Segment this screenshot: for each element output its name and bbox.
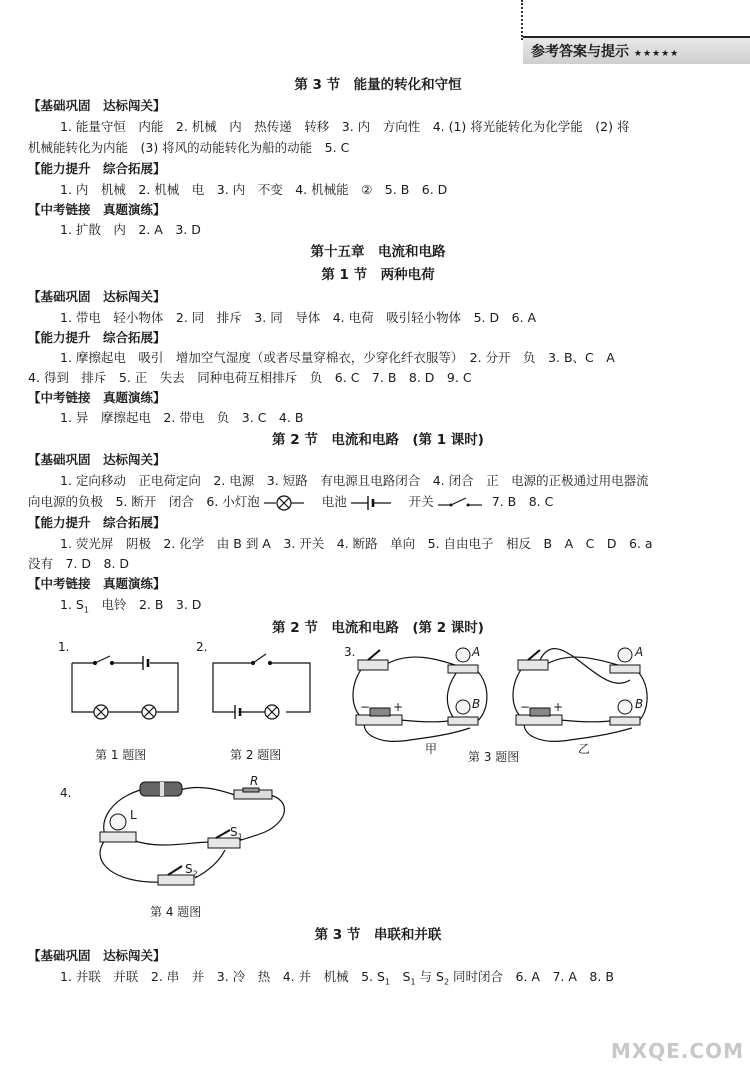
header-stars: ★★★★★ (633, 49, 680, 59)
section-title-circuit-2: 第 2 节 电流和电路 (第 2 课时) (272, 620, 484, 636)
answer-line: 1. 荧光屏 阴极 2. 化学 由 B 到 A 3. 开关 4. 断路 单向 5. 自由电子 相反 B A C D 6. a (60, 536, 653, 551)
label-lamp-b: B (635, 697, 644, 711)
subscript: 2 (192, 869, 198, 879)
answer-line: 1. 内 机械 2. 机械 电 3. 内 不变 4. 机械能 ② 5. B 6. D (60, 182, 448, 197)
figure-3-caption: 第 3 题图 (468, 750, 520, 764)
switch-label: S (185, 862, 193, 876)
subscript: 2 (443, 977, 450, 987)
chapter-title: 第十五章 电流和电路 (310, 244, 446, 260)
answer-line (60, 969, 614, 991)
tag-ability: 【能力提升 综合拓展】 (28, 161, 166, 176)
figure-2-circuit (213, 654, 310, 719)
label-resistor-r: R (250, 774, 259, 788)
tag-basic: 【基础巩固 达标闯关】 (28, 948, 166, 963)
answer-text: 同时闭合 6. A 7. A 8. B (449, 969, 614, 984)
label-switch-s1 (230, 825, 243, 841)
tag-basic: 【基础巩固 达标闯关】 (28, 452, 166, 467)
answer-line: 1. 能量守恒 内能 2. 机械 内 热传递 转移 3. 内 方向性 4. (1) 将光能转化为化学能 (2) 将 (60, 119, 630, 134)
label-lamp-b: B (472, 697, 481, 711)
answer-text: 1. S (60, 597, 84, 612)
answer-line: 1. 带电 轻小物体 2. 同 排斥 3. 同 导体 4. 电荷 吸引轻小物体 5. D 6. A (60, 310, 537, 325)
answer-text: 电铃 2. B 3. D (88, 597, 202, 612)
subscript: 1 (83, 605, 89, 615)
figure-1-circuit (72, 656, 178, 719)
figure-number: 1. (58, 640, 70, 654)
figure-2-caption: 第 2 题图 (230, 748, 282, 762)
label-plus: + (393, 700, 404, 714)
label-minus: − (360, 700, 371, 714)
tag-ability: 【能力提升 综合拓展】 (28, 330, 166, 345)
answer-line: 没有 7. D 8. D (28, 556, 130, 571)
figure-number: 3. (344, 645, 356, 659)
label-lamp-a: A (635, 645, 644, 659)
label-minus: − (520, 700, 531, 714)
figure-number: 4. (60, 786, 72, 800)
answer-text: S (390, 969, 411, 984)
answer-text: 电池 (321, 494, 347, 509)
answer-text: 1. 并联 并联 2. 串 并 3. 冷 热 4. 并 机械 5. S (60, 969, 385, 984)
answer-line: 4. 得到 排斥 5. 正 失去 同种电荷互相排斥 负 6. C 7. B 8. D 9. C (28, 370, 472, 385)
label-switch-s2 (185, 862, 198, 878)
tag-basic: 【基础巩固 达标闯关】 (28, 98, 166, 113)
answer-line: 1. 扩散 内 2. A 3. D (60, 222, 201, 237)
label-plus: + (553, 700, 564, 714)
subscript: 1 (384, 977, 391, 987)
answer-line: 1. 异 摩擦起电 2. 带电 负 3. C 4. B (60, 410, 304, 425)
label-jia: 甲 (425, 742, 438, 756)
answer-text: 开关 (408, 494, 434, 509)
switch-label: S (230, 825, 238, 839)
section-title-series-parallel: 第 3 节 串联和并联 (314, 927, 442, 943)
subscript: 1 (237, 832, 243, 842)
answer-line: 机械能转化为内能 (3) 将风的动能转化为船的动能 5. C (28, 140, 350, 155)
tag-exam: 【中考链接 真题演练】 (28, 202, 166, 217)
section-title-circuit-1: 第 2 节 电流和电路 (第 1 课时) (272, 432, 484, 448)
label-lamp-a: A (472, 645, 481, 659)
figure-4-caption: 第 4 题图 (150, 905, 202, 919)
figure-1-caption: 第 1 题图 (95, 748, 147, 762)
section-title-energy: 第 3 节 能量的转化和守恒 (294, 77, 462, 93)
tag-basic: 【基础巩固 达标闯关】 (28, 289, 166, 304)
figure-3a-components (356, 648, 481, 725)
answer-line: 1. 摩擦起电 吸引 增加空气湿度（或者尽量穿棉衣，少穿化纤衣服等） 2. 分开 负 3. B、C A (60, 350, 615, 365)
header-title: 参考答案与提示 (531, 44, 629, 60)
figure-number: 2. (196, 640, 208, 654)
answer-text: 向电源的负极 5. 断开 闭合 6. 小灯泡 (28, 494, 260, 509)
section-title-charges: 第 1 节 两种电荷 (321, 267, 435, 283)
subscript: 1 (410, 977, 416, 987)
tag-exam: 【中考链接 真题演练】 (28, 390, 166, 405)
answer-text: 7. B 8. C (491, 494, 554, 509)
answer-line: 1. 定向移动 正电荷定向 2. 电源 3. 短路 有电源且电路闭合 4. 闭合 正 电源的正极通过用电器流 (60, 473, 649, 488)
tag-ability: 【能力提升 综合拓展】 (28, 515, 166, 530)
label-yi: 乙 (578, 742, 591, 756)
tag-exam: 【中考链接 真题演练】 (28, 576, 166, 591)
watermark-logo: MXQE.COM (610, 1039, 744, 1063)
label-lamp-l: L (130, 808, 137, 822)
answer-text: 与 S (415, 969, 444, 984)
